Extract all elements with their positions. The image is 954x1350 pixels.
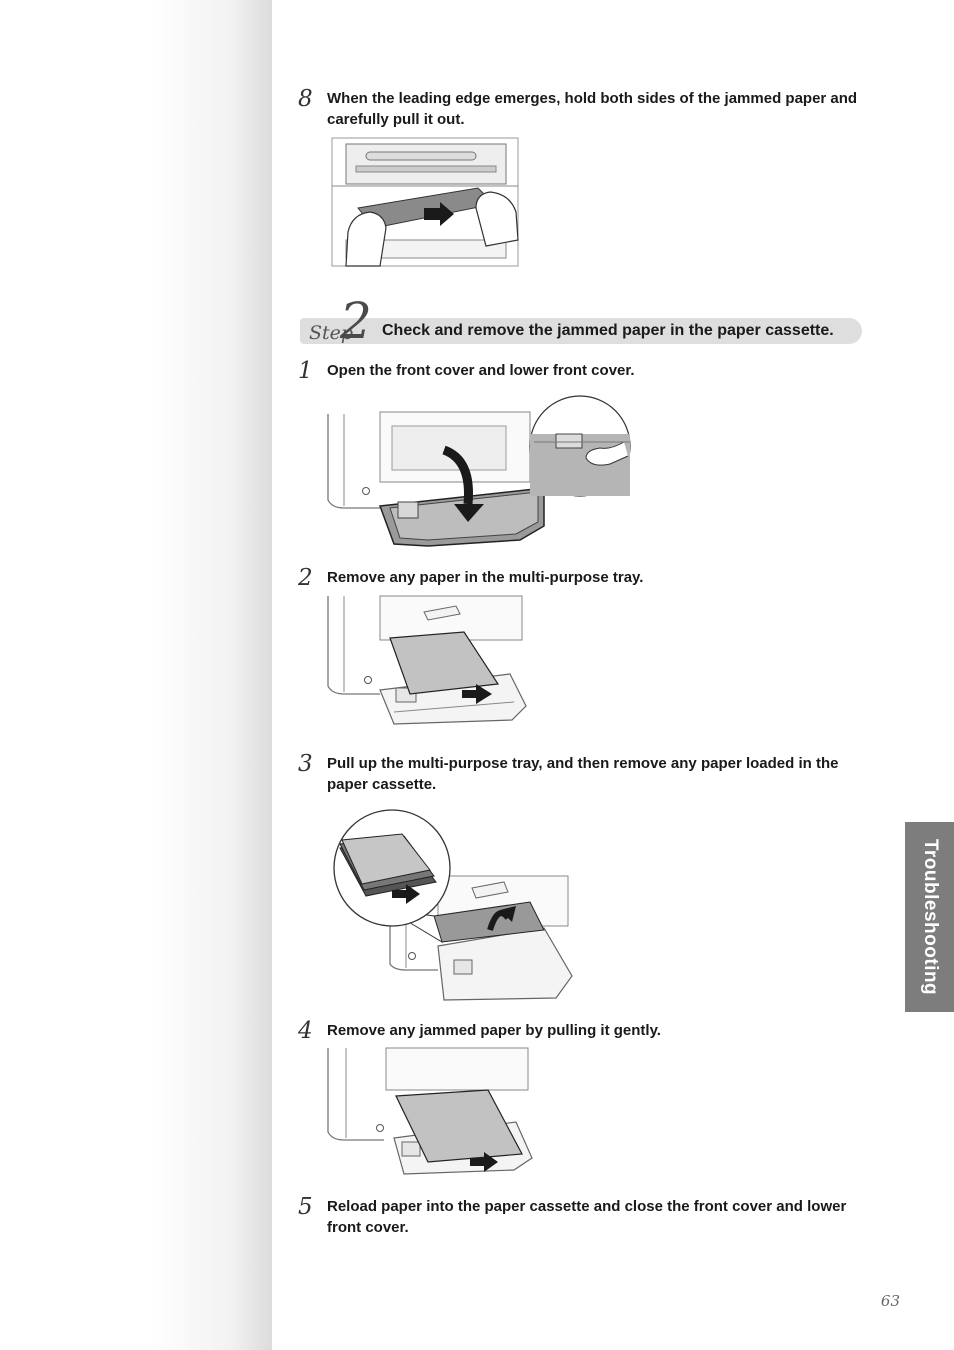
left-margin-shade — [0, 0, 272, 1350]
illustration-pull-up-tray-remove-paper — [330, 806, 576, 1002]
illustration-remove-paper-multipurpose-tray — [324, 594, 530, 732]
step-8-number: 8 — [298, 86, 313, 112]
substep-1-text: Open the front cover and lower front cover. — [327, 362, 635, 379]
substep-2-text: Remove any paper in the multi-purpose tray. — [327, 569, 644, 586]
substep-5-text: Reload paper into the paper cassette and close the front cover and lower front cover. — [327, 1198, 847, 1236]
illustration-remove-jammed-paper-cassette — [324, 1046, 536, 1180]
illustration-pull-jammed-paper — [326, 136, 522, 270]
substep-2-number: 2 — [298, 565, 313, 591]
substep-4-text: Remove any jammed paper by pulling it gently. — [327, 1022, 661, 1039]
page-number: 63 — [880, 1292, 900, 1310]
substep-3-text: Pull up the multi-purpose tray, and then remove any paper loaded in the paper cassette. — [327, 755, 839, 793]
substep-1-number: 1 — [298, 358, 313, 384]
substep-5-number: 5 — [298, 1194, 313, 1220]
troubleshooting-side-tab[interactable] — [905, 822, 954, 1012]
step-label: Step — [309, 322, 354, 344]
step-heading-title: Check and remove the jammed paper in the paper cassette. — [382, 322, 834, 339]
illustration-open-front-cover — [324, 394, 634, 550]
substep-3-number: 3 — [298, 751, 313, 777]
step-big-number: 2 — [340, 292, 372, 350]
substep-4-number: 4 — [298, 1018, 313, 1044]
side-tab-label: Troubleshooting — [919, 838, 941, 996]
step-8-text: When the leading edge emerges, hold both sides of the jammed paper and carefully pull it out. — [327, 90, 858, 128]
